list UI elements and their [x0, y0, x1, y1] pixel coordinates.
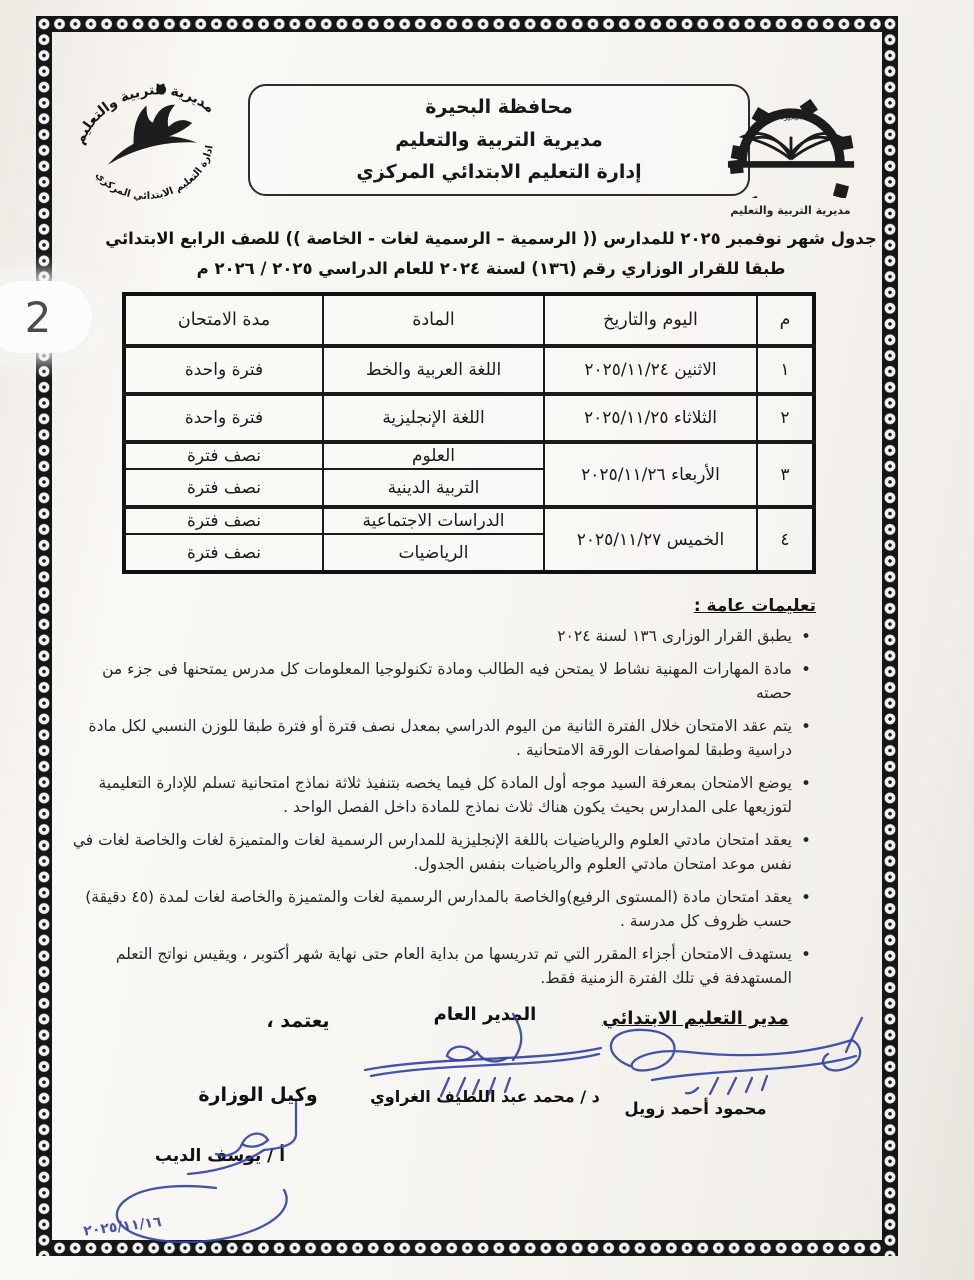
gear-book-icon — [711, 80, 871, 198]
row-duration: نصف فترة — [124, 442, 323, 469]
exam-schedule-table — [122, 292, 816, 574]
table-row — [124, 346, 814, 394]
row-duration: فترة واحدة — [124, 346, 323, 394]
logo-top-label: البحيرة — [779, 112, 802, 122]
row-num: ٤ — [757, 507, 814, 572]
row-num: ٣ — [757, 442, 814, 507]
table-row — [124, 507, 814, 534]
seal-bottom-text: ادارة التعليم الابتدائي المركزي — [93, 144, 216, 203]
row-num: ٢ — [757, 394, 814, 442]
page-number: 2 — [24, 292, 52, 342]
table-row — [124, 394, 814, 442]
col-header-subject: المادة — [323, 294, 544, 346]
border-rosette-top — [36, 16, 898, 32]
row-subject: العلوم — [323, 442, 544, 469]
signature-ink-deputy — [84, 1098, 364, 1263]
instruction-item: • يتم عقد الامتحان خلال الفترة الثانية من اليوم الدراسي بمعدل نصف فترة أو فترة طبقا للوزن النسبي لكل مادة دراسية وطبقا لمواصفات الورقة الامتحانية . — [68, 714, 816, 762]
letterhead-box — [248, 84, 750, 196]
handwritten-date: ٢٠٢٥/١١/١٦ — [82, 1214, 163, 1240]
row-duration: نصف فترة — [124, 469, 323, 507]
instruction-item: • يطبق القرار الوزارى ١٣٦ لسنة ٢٠٢٤ — [68, 624, 816, 648]
signature-name: د / محمد عبد اللطيف الغراوي — [370, 1087, 600, 1106]
signature-name: أ / يوسف الديب — [154, 1146, 286, 1166]
instruction-item: • مادة المهارات المهنية نشاط لا يمتحن فيه الطالب ومادة تكنولوجيا المعلومات كل مدرس يمتحنها فى جزء من حصته — [68, 657, 816, 705]
instructions-list — [68, 624, 816, 990]
svg-text:ادارة التعليم الابتدائي المركز — [92, 142, 225, 215]
row-subject: اللغة العربية والخط — [323, 346, 544, 394]
title-line-2: طبقا للقرار الوزاري رقم (١٣٦) لسنة ٢٠٢٤ للعام الدراسي ٢٠٢٥ / ٢٠٢٦ م — [196, 258, 786, 278]
approve-label: يعتمد ، — [266, 1010, 330, 1032]
letterhead-administration: إدارة التعليم الابتدائي المركزي — [356, 161, 642, 184]
row-day: الخميس ٢٠٢٥/١١/٢٧ — [544, 507, 757, 572]
general-instructions — [68, 596, 816, 999]
row-duration: فترة واحدة — [124, 394, 323, 442]
col-header-duration: مدة الامتحان — [124, 294, 323, 346]
table-row — [124, 442, 814, 469]
row-num: ١ — [757, 346, 814, 394]
row-subject: التربية الدينية — [323, 469, 544, 507]
row-subject: اللغة الإنجليزية — [323, 394, 544, 442]
instruction-item: • يعقد امتحان مادة (المستوى الرفيع)والخاصة بالمدارس الرسمية لغات والمتميزة والخاصة لغات لمدة (٤٥ دقيقة) حسب ظروف كل مدرسة . — [68, 885, 816, 933]
col-header-num: م — [757, 294, 814, 346]
border-rosette-left — [36, 16, 52, 1256]
directorate-seal-icon — [37, 32, 262, 248]
table-header-row — [124, 294, 814, 346]
row-duration: نصف فترة — [124, 507, 323, 534]
row-subject: الرياضيات — [323, 534, 544, 572]
instruction-item: • يوضع الامتحان بمعرفة السيد موجه أول المادة كل فيما يخصه بتنفيذ ثلاثة نماذج امتحانية تسلم للإدارة التعليمية لتوزيعها على المدارس بحيث يكون هناك ثلاث نماذج للمادة داخل الفصل الواحد . — [68, 771, 816, 819]
letterhead-directorate: مديرية التربية والتعليم — [395, 128, 603, 151]
row-day: الثلاثاء ٢٠٢٥/١١/٢٥ — [544, 394, 757, 442]
seal-top-text: مديرية التربية والتعليم — [71, 82, 218, 147]
instructions-heading: تعليمات عامة : — [693, 596, 816, 616]
deputy-title: وكيل الوزارة — [198, 1084, 318, 1106]
row-day: الاثنين ٢٠٢٥/١١/٢٤ — [544, 346, 757, 394]
col-header-day: اليوم والتاريخ — [544, 294, 757, 346]
signature-name: محمود أحمد زويل — [624, 1099, 767, 1118]
instruction-item: • يعقد امتحان مادتي العلوم والرياضيات باللغة الإنجليزية للمدارس الرسمية لغات والمتميزة لغات والخاصة لغات في نفس موعد امتحان مادتي العلوم والرياضيات بنفس الجدول. — [68, 828, 816, 876]
signature-ink-middle — [345, 1006, 625, 1111]
row-day: الأربعاء ٢٠٢٥/١١/٢٦ — [544, 442, 757, 507]
page-number-badge — [0, 281, 92, 353]
row-duration: نصف فترة — [124, 534, 323, 572]
ministry-logo — [703, 80, 878, 217]
row-subject: الدراسات الاجتماعية — [323, 507, 544, 534]
letterhead-governorate: محافظة البحيرة — [425, 95, 573, 118]
instruction-item: • يستهدف الامتحان أجزاء المقرر التي تم تدريسها من بداية العام حتى نهاية شهر أكتوبر ، ويقيس نواتج التعلم المستهدفة في تلك الفترة الزمنية فقط. — [68, 942, 816, 990]
title-line-1: جدول شهر نوفمبر ٢٠٢٥ للمدارس (( الرسمية – الرسمية لغات - الخاصة )) للصف الرابع الابتدائي — [105, 229, 877, 248]
logo-caption: مديرية التربية والتعليم — [730, 204, 851, 217]
signature-title: مدير التعليم الابتدائي — [602, 1008, 789, 1029]
document-title — [88, 224, 894, 283]
signature-title: المدير العام — [433, 1004, 537, 1025]
signature-ink-right — [590, 1012, 890, 1122]
